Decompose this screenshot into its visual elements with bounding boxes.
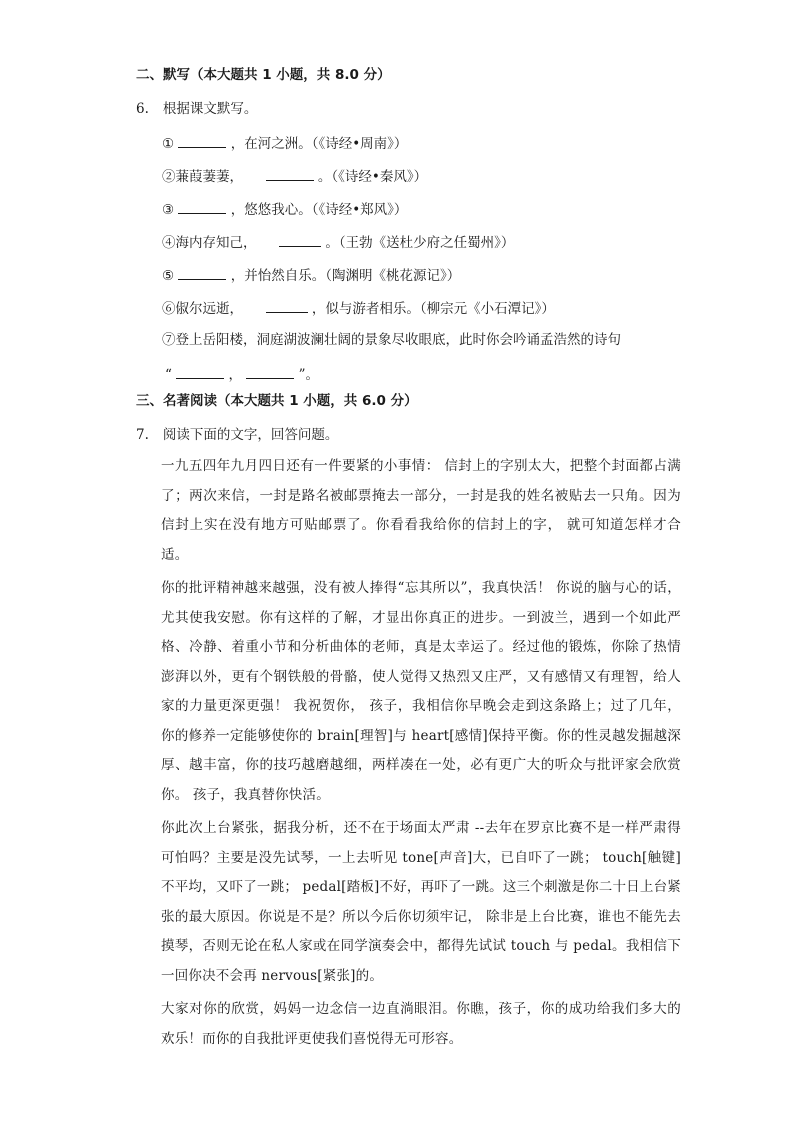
dictation-item-7-prompt: ⑦登上岳阳楼，洞庭湖波澜壮阔的景象尽收眼底，此时你会吟诵孟浩然的诗句 [162, 332, 621, 348]
section-heading-dictation: 二、默写（本大题共 1 小题，共 8.0 分） [136, 67, 391, 83]
passage-paragraph: 一九五四年九月四日还有一件要紧的小事情： 信封上的字别太大，把整个封面都占满了；两次来信，一封是路名被邮票掩去一部分，一封是我的姓名被贴去一只角。因为信封上实在没有地方可贴邮票了。你看看我给你的信封上的字， 就可知道怎样才合适。 [161, 458, 681, 563]
dictation-item-7-blanks [165, 364, 319, 384]
section-heading-reading: 三、名著阅读（本大题共 1 小题，共 6.0 分） [136, 393, 418, 409]
item-prefix: ③ [162, 202, 175, 218]
dictation-item-3 [162, 199, 407, 219]
answer-blank[interactable] [178, 265, 226, 280]
dictation-item-2 [162, 166, 427, 186]
passage-paragraph: 你的批评精神越来越强，没有被人捧得“忘其所以”，我真快活！ 你说的脑与心的话，尤其使我安慰。你有这样的了解，才显出你真正的进步。一到波兰，遇到一个如此严格、冷静、着重小节和分析曲体的老师，真是太幸运了。经过他的锻炼，你除了热情澎湃以外，更有个钢铁般的骨骼，使人觉得又热烈又庄严，又有感情又有理智，给人家的力量更深更强！ 我祝贺你， 孩子，我相信你早晚会走到这条路上；过了几年， 你的修养一定能够使你的 brain[理智]与 heart[感情]保持平衡。你的性灵越发掘越深厚、越丰富，你的技巧越磨越细，两样凑在一处，必有更广大的听众与批评家会欣赏你。 孩子，我真替你快活。 [161, 580, 681, 803]
item-suffix: ，并怡然自乐。（陶渊明《桃花源记》） [230, 268, 461, 284]
answer-blank[interactable] [266, 298, 308, 313]
passage-paragraph: 你此次上台紧张，据我分析，还不在于场面太严肃 --去年在罗京比赛不是一样严肃得可怕吗？主要是没先试琴，一上去听见 tone[声音]大，已自吓了一跳； touch[触键]不平均，又吓了一跳； pedal[踏板]不好，再吓了一跳。这三个刺激是你二十日上台紧张的最大原因。你说是不是？所以今后你切须牢记， 除非是上台比赛，谁也不能先去摸琴，否则无论在私人家或在同学演奏会中，都得先试试 touch 与 pedal。我相信下一回你决不会再 nervous[紧张]的。 [161, 820, 681, 984]
item-suffix: 。（王勃《送杜少府之任蜀州》） [325, 235, 515, 251]
close-quote: ”。 [298, 367, 319, 383]
dictation-item-1 [162, 133, 407, 153]
question-6 [136, 100, 257, 118]
comma: ， [228, 367, 242, 383]
open-quote: “ [165, 367, 172, 383]
item-suffix: ，在河之洲。（《诗经•周南》） [230, 136, 408, 152]
answer-blank[interactable] [176, 364, 224, 379]
item-prefix: ⑤ [162, 268, 175, 284]
answer-blank[interactable] [279, 232, 321, 247]
question-text: 阅读下面的文字，回答问题。 [162, 427, 339, 443]
reading-passage [161, 452, 681, 1054]
dictation-item-6 [162, 298, 555, 318]
item-suffix: ，悠悠我心。（《诗经•郑风》） [230, 202, 408, 218]
dictation-item-4 [162, 232, 514, 252]
passage-paragraph: 大家对你的欣赏，妈妈一边念信一边直淌眼泪。你瞧，孩子，你的成功给我们多大的欢乐！而你的自我批评更使我们喜悦得无可形容。 [161, 1001, 681, 1047]
item-prefix: ⑥俶尔远逝， [162, 301, 243, 317]
answer-blank[interactable] [178, 199, 226, 214]
answer-blank[interactable] [266, 166, 314, 181]
question-number: 6. [136, 101, 149, 117]
answer-blank[interactable] [178, 133, 226, 148]
dictation-item-5 [162, 265, 460, 285]
question-number: 7. [136, 427, 149, 443]
item-prefix: ②蒹葭萋萋， [162, 169, 243, 185]
item-prefix: ④海内存知己， [162, 235, 257, 251]
item-suffix: 。（《诗经•秦风》） [317, 169, 428, 185]
question-7 [136, 426, 338, 444]
item-prefix: ① [162, 136, 175, 152]
item-suffix: ，似与游者相乐。（柳宗元《小石潭记》） [311, 301, 555, 317]
question-text: 根据课文默写。 [162, 101, 258, 117]
answer-blank[interactable] [246, 364, 294, 379]
